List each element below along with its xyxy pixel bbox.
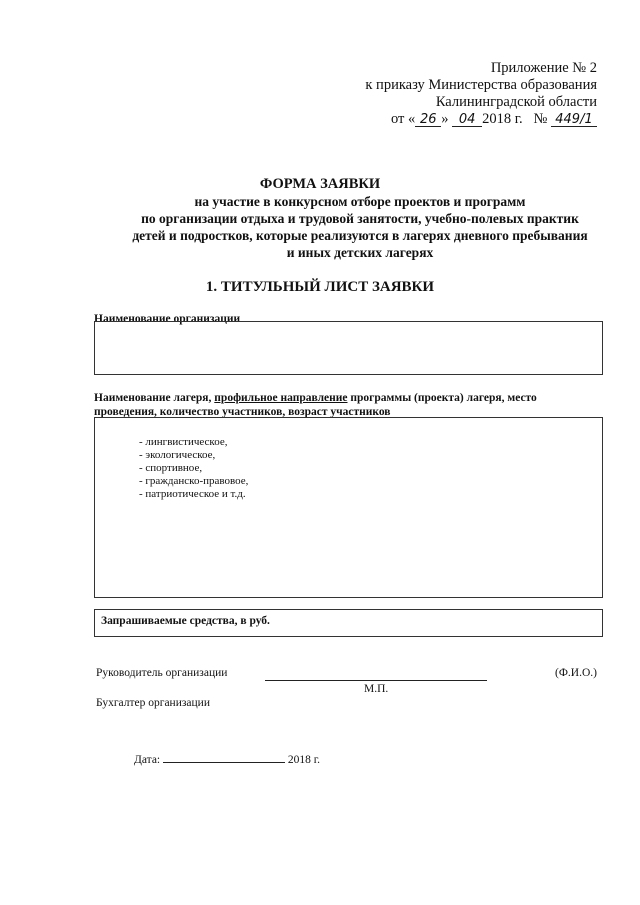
camp-label	[94, 391, 614, 419]
camp-label-part-1: Наименование лагеря,	[94, 392, 215, 404]
org-name-label: Наименование организации	[94, 313, 241, 325]
head-signature-line[interactable]	[265, 680, 487, 681]
head-label: Руководитель организации	[96, 667, 228, 679]
date-label: Дата:	[134, 754, 161, 766]
direction-item: - патриотическое и т.д.	[139, 488, 246, 500]
camp-description-field[interactable]	[94, 417, 603, 598]
form-subtitle	[80, 193, 640, 261]
annex-line-3: Калининградской области	[435, 94, 597, 110]
direction-item: - гражданско-правовое,	[139, 475, 249, 487]
funds-field[interactable]	[94, 609, 603, 637]
subtitle-line-2: по организации отдыха и трудовой занятости, учебно-полевых практик	[141, 211, 579, 226]
annex-number-value: 449/1	[551, 113, 597, 127]
annex-line-2: к приказу Министерства образования	[365, 77, 597, 93]
annex-date-prefix: от «	[390, 111, 416, 127]
annex-line-1: Приложение № 2	[490, 60, 597, 76]
camp-label-part-2: программы (проекта) лагеря, место	[347, 392, 537, 404]
annex-date-mid: »	[441, 111, 449, 127]
form-title: ФОРМА ЗАЯВКИ	[259, 176, 381, 192]
stamp-label: М.П.	[364, 683, 389, 695]
subtitle-line-1: на участие в конкурсном отборе проектов и программ	[194, 194, 526, 209]
date-input-line[interactable]	[163, 752, 285, 763]
camp-label-line-1	[94, 391, 614, 405]
funds-label: Запрашиваемые средства, в руб.	[101, 615, 270, 627]
date-row	[134, 752, 320, 766]
subtitle-line-4: и иных детских лагерях	[286, 245, 434, 260]
accountant-label: Бухгалтер организации	[96, 697, 210, 709]
subtitle-line-3: детей и подростков, которые реализуются в лагерях дневного пребывания	[132, 228, 588, 243]
direction-item: - спортивное,	[139, 462, 203, 474]
annex-date-year: 2018 г.	[482, 111, 523, 127]
camp-label-underlined: профильное направление	[214, 392, 348, 404]
section-title: 1. ТИТУЛЬНЫЙ ЛИСТ ЗАЯВКИ	[205, 279, 435, 295]
annex-date-month: 04	[452, 113, 482, 127]
date-year: 2018 г.	[287, 754, 321, 766]
fio-label: (Ф.И.О.)	[555, 667, 597, 679]
direction-item: - экологическое,	[139, 449, 216, 461]
directions-list	[139, 436, 248, 501]
annex-date-line	[365, 111, 597, 128]
annex-block	[365, 60, 597, 128]
direction-item: - лингвистическое,	[139, 436, 228, 448]
annex-number-label: №	[533, 111, 548, 127]
org-name-field[interactable]	[94, 321, 603, 375]
annex-date-day: 26	[415, 113, 441, 127]
camp-label-line-2: проведения, количество участников, возраст участников	[94, 406, 391, 418]
